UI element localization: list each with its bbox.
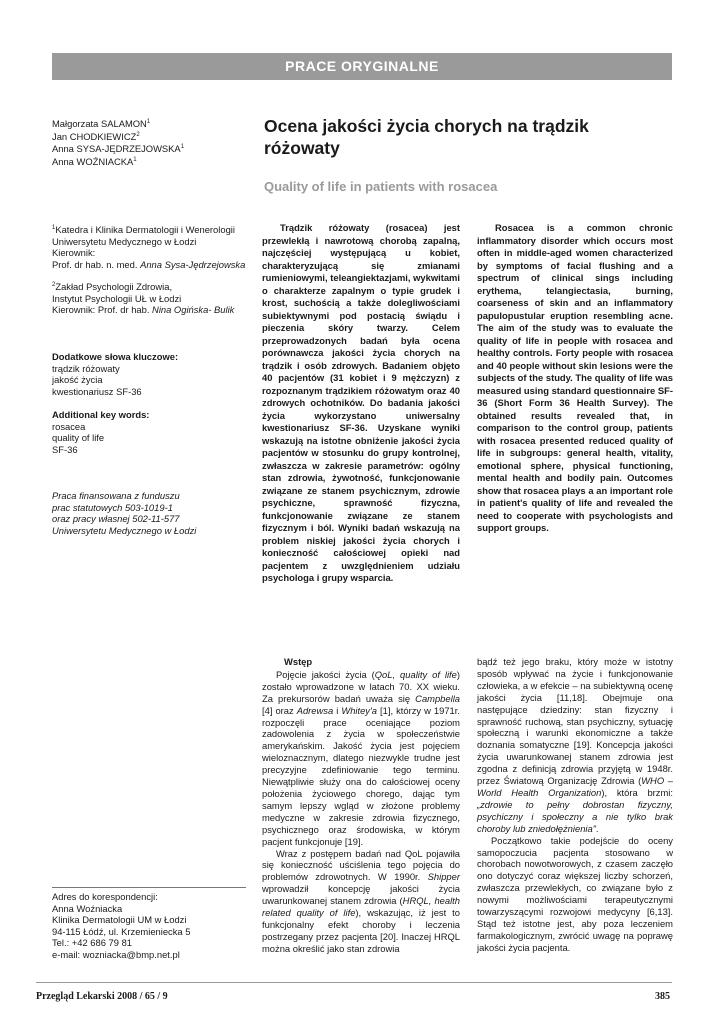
email-link[interactable]: e-mail: wozniacka@bmp.net.pl — [52, 948, 180, 960]
article-title: Ocena jakości życia chorych na trądzik różowaty — [264, 116, 589, 158]
section-label: PRACE ORYGINALNE — [285, 58, 439, 74]
author: Anna WOŹNIACKA$^1$ — [52, 156, 137, 168]
keywords-en: Additional key words: rosacea quality of life SF-36 — [52, 409, 150, 455]
correspondence-address: Adres do korespondencji: Anna Woźniacka Klinika Dermatologii UM w Łodzi 94-115 Łódź, ul. Krzemieniecka 5 Tel.: +42 686 79 81 e-mail: wozniacka@bmp.net.pl — [52, 891, 191, 960]
body-column-right — [477, 656, 673, 954]
article-subtitle: Quality of life in patients with rosacea — [264, 179, 498, 194]
author: Małgorzata SALAMON$^1$ — [52, 118, 151, 130]
keywords-pl-heading: Dodatkowe słowa kluczowe: — [52, 351, 179, 362]
section-heading-intro: Wstęp — [284, 656, 313, 667]
page-number: 385 — [655, 991, 670, 1002]
affiliation-1: $^1$Katedra i Klinika Dermatologii i Wenerologii Uniwersytetu Medycznego w Łodzi Kierownik: Prof. dr hab. n. med. Anna Sysa-Jędrzejowska — [52, 224, 246, 270]
footer-divider — [36, 982, 672, 983]
author-list — [52, 117, 184, 168]
abstract-polish: Trądzik różowaty (rosacea) jest przewlekłą i nawrotową chorobą zapalną, najczęściej występującą u kobiet, charakteryzującą się zmianami rumieniowymi, teleangiektazjami, wykwitami o charakterze zapalnym o typie grudek i krost, suchością a także dolegliwościami subiektywnymi pod postacią świądu i pieczenia skóry twarzy. Celem przeprowadzonych badań była ocena porównawcza jakości życia chorych na trądzik i osób zdrowych. Badaniem objęto 40 pacjentów (31 kobiet i 9 mężczyzn) z rozpoznanym trądzikiem różowatym oraz 40 zdrowych ochotników. Do badania jakości życia wykorzystano uniwersalny kwestionariusz SF-36. Uzyskane wyniki wskazują na istotne obniżenie jakości życia pacjentów w stosunku do grupy kontrolnej, zwłaszcza w zakresie parametrów: ogólny stan zdrowia, żywotność, funkcjonowanie związane ze stanem psychicznym, zdrowie psychiczne, sprawność fizyczna, funkcjonowanie związane ze stanem fizycznym i ból. Wyniki badań wskazują na problem niskiej jakości życia chorych i konieczność całościowej opieki nad pacjentem z uwzględnieniem udziału psychologa i grupy wsparcia. — [262, 222, 460, 583]
paragraph: Pojęcie jakości życia (QoL, quality of life) zostało wprowadzone w latach 70. XX wieku. Za prekursorów badań uważa się Campbella [4] oraz Adrewsa i Whitey'a [1], którzy w 1971r. rozpoczęli prace oceniające poziom zadowolenia z życia w społeczeństwie amerykańskim. Jakość życia jest pojęciem wieloznacznym, dlatego niezwykle trudne jest precyzyjne zdefiniowanie tego terminu. Niewątpliwie służy ona do całościowej oceny położenia życiowego chorego, dając tym samym lepszy wgląd w złożone problemy medyczne w zakresie zdrowia fizycznego, psychicznego oraz środowiska, w którym pacjent funkcjonuje [19]. — [262, 668, 460, 847]
paragraph: Wraz z postępem badań nad QoL pojawiła się konieczność uściślenia tego pojęcia do problemów zdrowotnych. W 1990r. Shipper wprowadził koncepcję jakości życia uwarunkowanej stanem zdrowia (HRQL, health related quality of life), wskazując, iż jest to funkcjonalny efekt choroby i leczenia postrzegany przez pacjenta [20]. Inaczej HRQL można określić jako stan zdrowia — [262, 847, 460, 954]
section-banner — [52, 53, 672, 80]
body-column-left — [262, 656, 460, 955]
divider — [52, 887, 246, 888]
journal-citation: Przegląd Lekarski 2008 / 65 / 9 — [36, 991, 168, 1002]
author: Jan CHODKIEWICZ$^2$ — [52, 130, 140, 142]
author: Anna SYSA-JĘDRZEJOWSKA$^1$ — [52, 143, 185, 155]
abstract-english: Rosacea is a common chronic inflammatory disorder which occurs most often in middle-aged women characterized by symptoms of facial flushing and a spectrum of clinical sings including erythema, telangiectasia, burning, coarseness of skin and an inflammatory papulopustular eruption resembling acne. The aim of the study was to evaluate the quality of life in people with rosacea and healthy controls. Forty people with rosacea and 40 people without skin lesions were the subjects of the study. The quality of life was measured using standard questionnaire SF-36 (Short Form 36 Health Survey). The obtained results revealed that, in comparison to the control group, patients with rosacea presented reduced quality of life in subgroups: general health, vitality, emotional sphere, physical functioning, mental health and bodily pain. Outcomes show that rosacea plays a an important role in patient's quality of life and revealed the need to cooperate with psychologists and support groups. — [477, 222, 673, 533]
funding-note: Praca finansowana z funduszu prac statutowych 503-1019-1 oraz pracy własnej 502-11-577 Uniwersytetu Medycznego w Łodzi — [52, 490, 197, 536]
keywords-en-heading: Additional key words: — [52, 409, 150, 420]
paragraph: Początkowo takie podejście do oceny samopoczucia pacjenta stosowano w chorobach nowotworowych, z czasem zaczęło ono dotyczyć coraz większej liczby schorzeń, zwłaszcza przewlekłych, co związane było z nowymi możliwościami terapeutycznymi towarzyszącymi rozwojowi medycyny [6,13]. Stąd też istotne jest, aby poza leczeniem farmakologicznym, zwrócić uwagę na poprawę jakości życia pacjenta. — [477, 834, 673, 953]
keywords-pl: Dodatkowe słowa kluczowe: trądzik różowaty jakość życia kwestionariusz SF-36 — [52, 351, 179, 397]
affiliation-2: $^2$Zakład Psychologii Zdrowia, Instytut Psychologii UŁ w Łodzi Kierownik: Prof. dr hab. Nina Ogińska- Bulik — [52, 281, 235, 316]
paragraph: bądź też jego braku, który może w istotny sposób wpływać na życie i funkcjonowanie człowieka, a w efekcie – na subiektywną ocenę jakości życia [11,18]. Obejmuje ona następujące dziedziny: stan fizyczny i sprawność ruchową, stan psychiczny, sytuację społeczną i warunki ekonomiczne a także doznania somatyczne [19]. Koncepcja jakości życia uwarunkowanej stanem zdrowia jest zgodna z definicją zdrowia przyjętą w 1948r. przez Światową Organizację Zdrowia (WHO – World Health Organization), która brzmi: „zdrowie to pełny dobrostan fizyczny, psychiczny i społeczny a nie tylko brak choroby lub zniedołężnienia”. — [477, 656, 673, 834]
